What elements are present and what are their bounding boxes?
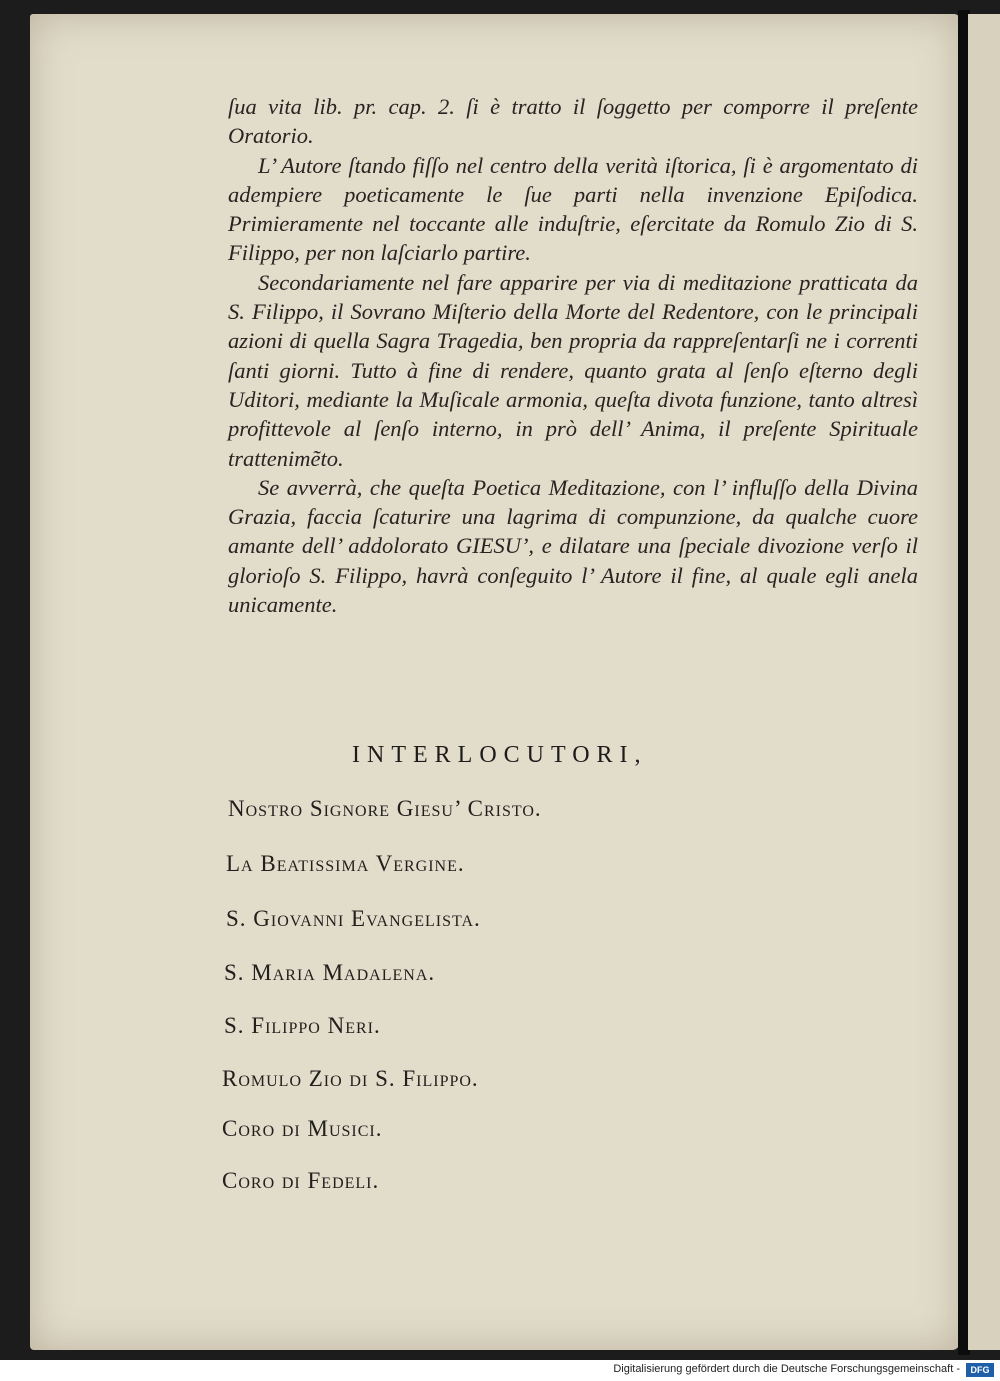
footer-bar — [0, 1360, 1000, 1381]
cast-item: S. Maria Madalena. — [224, 960, 436, 985]
paragraph-3: Secondariamente nel fare apparire per via di meditazione pratticata da S. Filippo, il Sovrano Miſterio della Morte del Redentore, con le principali azioni di quella Sagra Tragedia, ben propria da rappreſentarſi ne i correnti ſanti giorni. Tutto à fine di rendere, quanto grata al ſenſo eſterno degli Uditori, mediante la Muſicale armonia, queſta divota funzione, tanto altresì profittevole al ſenſo interno, in prò dell’ Anima, il preſente Spirituale trattenimẽto. — [228, 269, 918, 471]
cast-item: Romulo Zio di S. Filippo. — [222, 1066, 479, 1091]
paragraph-4: Se avverrà, che queſta Poetica Meditazione, con l’ influſſo della Divina Grazia, faccia ſcaturire una lagrima di compunzione, da qualche cuore amante dell’ addolorato GIESU’, e dilatare una ſpeciale divozione verſo il glorioſo S. Filippo, havrà conſeguito l’ Autore il fine, al quale egli anela unicamente. — [228, 474, 918, 618]
cast-item: S. Giovanni Evangelista. — [226, 906, 481, 931]
paragraph-2: L’ Autore ſtando fiſſo nel centro della verità iſtorica, ſi è argomentato di adempiere poeticamente le ſue parti nella invenzione Epiſodica. Primieramente nel toccante alle induſtrie, eſercitate da Romulo Zio di S. Filippo, per non laſciarlo partire. — [228, 152, 918, 266]
next-page-edge — [968, 14, 1000, 1350]
funding-notice: Digitalisierung gefördert durch die Deutsche Forschungsgemeinschaft - — [613, 1363, 960, 1375]
cast-item: S. Filippo Neri. — [224, 1013, 381, 1038]
cast-item: Coro di Musici. — [222, 1116, 383, 1141]
interlocutori-heading: INTERLOCUTORI, — [352, 742, 648, 768]
preface-text — [228, 92, 918, 619]
cast-item: Coro di Fedeli. — [222, 1168, 380, 1193]
cast-item: La Beatissima Vergine. — [226, 851, 465, 876]
cast-item: Nostro Signore Giesu’ Cristo. — [228, 796, 542, 821]
dfg-logo-icon: DFG — [966, 1363, 994, 1377]
paragraph-1: ſua vita lib. pr. cap. 2. ſi è tratto il ſoggetto per comporre il preſente Oratorio. — [228, 94, 918, 149]
